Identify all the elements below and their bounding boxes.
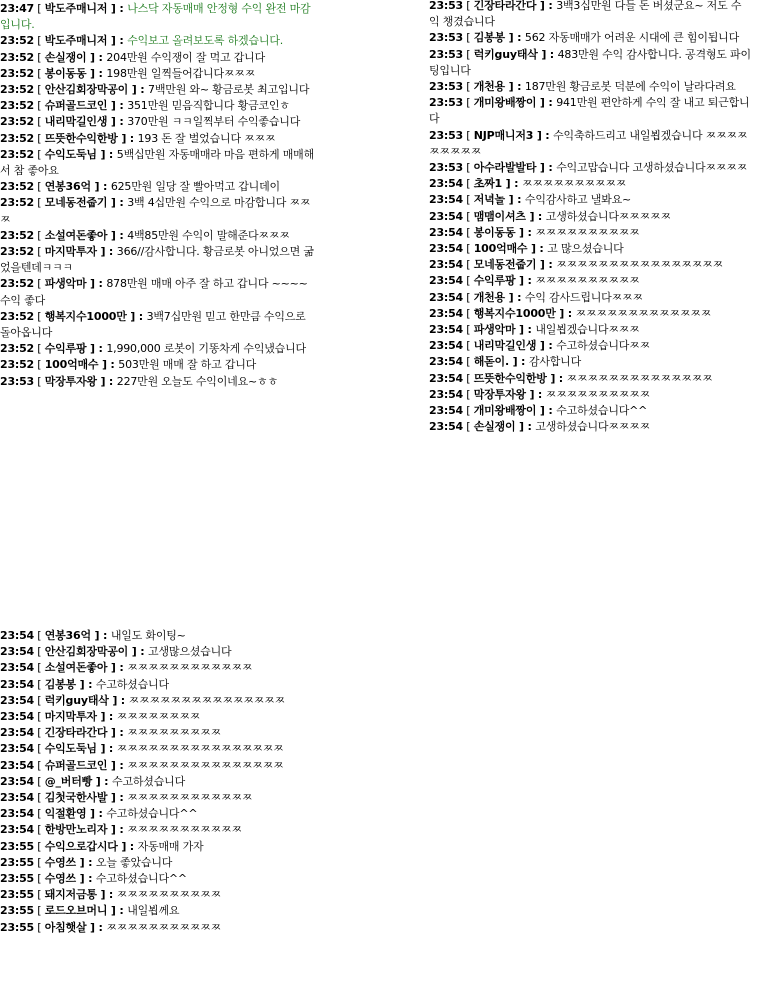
message-timestamp: 23:53: [429, 128, 464, 142]
chat-message: 23:52 [ 100억매수 ] : 503만원 매매 잘 하고 갑니다: [0, 358, 257, 372]
message-text: 3백 4십만원 수익으로 마감합니다 ㅉㅉㅉ: [0, 196, 311, 226]
message-timestamp: 23:52: [0, 147, 35, 161]
chat-message: 23:52 [ 박도주매니저 ] : 수익보고 올려보도록 하겠습니다.: [0, 34, 284, 48]
chat-message: 23:52 [ 모네동전줍기 ] : 3백 4십만원 수익으로 마감합니다 ㅉㅉㅉ: [0, 196, 311, 226]
message-text: 고생많으셨습니다: [148, 645, 232, 659]
message-timestamp: 23:54: [0, 629, 35, 642]
message-timestamp: 23:54: [429, 306, 464, 320]
message-nickname: 모네동전줍기: [44, 196, 108, 210]
message-text: 수고하셨습니다^^: [106, 807, 198, 821]
message-text: ㅉㅉㅉㅉㅉㅉㅉㅉㅉㅉ: [535, 274, 640, 288]
message-timestamp: 23:54: [0, 677, 35, 691]
message-text: 고생하셨습니다ㅉㅉㅉㅉ: [535, 420, 651, 434]
message-nickname: 김봉봉: [473, 31, 505, 45]
chat-message: 23:54 [ 파생악마 ] : 내일뵙겠습니다ㅉㅉㅉ: [429, 323, 640, 337]
message-text: 187만원 황금로봇 덕분에 수익이 날라다려요: [524, 80, 736, 94]
message-text: ㅉㅉㅉㅉㅉㅉㅉㅉㅉㅉ: [545, 387, 651, 401]
message-text: ㅉㅉㅉㅉㅉㅉㅉㅉㅉㅉㅉㅉㅉ: [575, 306, 712, 320]
message-text: ㅉㅉㅉㅉㅉㅉㅉㅉㅉㅉ: [521, 177, 627, 191]
message-timestamp: 23:52: [0, 309, 35, 323]
message-timestamp: 23:53: [429, 80, 464, 94]
message-text: 503만원 매매 잘 하고 갑니다: [118, 358, 257, 372]
message-timestamp: 23:53: [0, 374, 35, 388]
message-nickname: 내리막길인생: [44, 115, 108, 129]
message-text: 수고하셨습니다^^: [95, 872, 187, 886]
chat-message: 23:54 [ 맴맴이셔츠 ] : 고생하셨습니다ㅉㅉㅉㅉㅉ: [429, 209, 671, 223]
message-text: 370만원 ㅋㅋ일찍부터 수익좋습니다: [127, 115, 301, 129]
message-nickname: 손실쟁이: [44, 50, 87, 64]
message-text: 198만원 일찍들어갑니다ㅉㅉㅉ: [106, 66, 256, 80]
message-nickname: 수익루팡: [473, 274, 516, 288]
chat-message: 23:54 [ 내리막길인생 ] : 수고하셨습니다ㅉㅉ: [429, 339, 651, 353]
message-nickname: 마지막투자: [44, 245, 97, 259]
message-timestamp: 23:53: [429, 161, 464, 175]
message-timestamp: 23:53: [429, 31, 464, 45]
chat-message: 23:52 [ 내리막길인생 ] : 370만원 ㅋㅋ일찍부터 수익좋습니다: [0, 115, 301, 129]
message-nickname: 행복지수1000만: [473, 306, 556, 320]
message-timestamp: 23:54: [429, 339, 464, 353]
message-timestamp: 23:52: [0, 196, 35, 210]
message-text: 351만원 믿음직합니다 황금코인ㅎ: [127, 99, 290, 113]
chat-message: 23:53 [ 막장투자왕 ] : 227만원 오늘도 수익이네요~ㅎㅎ: [0, 374, 278, 388]
message-timestamp: 23:55: [0, 888, 35, 902]
message-text: 941만원 편안하게 수익 잘 내고 퇴근합니다: [429, 96, 750, 126]
chat-message: 23:53 [ NJP매니저3 ] : 수익축하드리고 내일뵙겠습니다 ㅉㅉㅉㅉㅉㅉㅉㅉㅉ: [429, 128, 748, 158]
message-nickname: 박도주매니저: [44, 34, 108, 48]
chat-message: 23:52 [ 수익도둑님 ] : 5백십만원 자동매매라 마음 편하게 매매해서 참 좋아요: [0, 147, 314, 178]
message-timestamp: 23:52: [0, 99, 35, 113]
message-text: 562 자동매매가 어려운 시대에 큰 힘이됩니다: [524, 31, 740, 45]
message-nickname: 저녁놀: [473, 193, 505, 207]
chat-message: 23:52 [ 마지막투자 ] : 366//감사합니다. 황금로봇 아니었으면 굶었을텐데ㅋㅋㅋ: [0, 245, 314, 275]
message-nickname: 긴장타라간다: [473, 0, 537, 12]
chat-message: 23:52 [ 봉이동동 ] : 198만원 일찍들어갑니다ㅉㅉㅉ: [0, 66, 256, 80]
chat-message: 23:54 [ 저녁놀 ] : 수익감사하고 낼봐요~: [429, 193, 632, 207]
message-nickname: 해돋이.: [473, 355, 509, 369]
message-nickname: 김첫국한사발: [44, 791, 108, 805]
message-timestamp: 23:54: [429, 242, 464, 256]
message-text: ㅉㅉㅉㅉㅉㅉㅉㅉㅉ: [127, 726, 222, 740]
message-timestamp: 23:54: [429, 225, 464, 239]
message-nickname: 익절환영: [44, 807, 87, 821]
chat-message: 23:54 [ 뜨뜻한수익한방 ] : ㅉㅉㅉㅉㅉㅉㅉㅉㅉㅉㅉㅉㅉㅉ: [429, 371, 713, 385]
chat-message: 23:55 [ 수영쓰 ] : 오늘 좋았습니다: [0, 855, 173, 869]
message-nickname: 수익루팡: [44, 342, 87, 356]
chat-message: 23:52 [ 손실쟁이 ] : 204만원 수익쟁이 잘 먹고 갑니다: [0, 50, 266, 64]
message-nickname: 행복지수1000만: [44, 309, 127, 323]
message-nickname: 개미왕배짱이: [473, 96, 537, 110]
chat-message: 23:54 [ 100억매수 ] : 고 많으셨습니다: [429, 242, 624, 256]
message-nickname: 파생악마: [44, 277, 87, 291]
chat-message: 23:52 [ 소설여돈좋아 ] : 4백85만원 수익이 말해준다ㅉㅉㅉ: [0, 228, 290, 242]
message-nickname: 100억매수: [473, 242, 528, 256]
message-text: ㅉㅉㅉㅉㅉㅉㅉㅉㅉㅉ: [535, 225, 640, 239]
message-timestamp: 23:47: [0, 2, 35, 15]
message-timestamp: 23:52: [0, 115, 35, 129]
chat-message: 23:54 [ 개미왕배짱이 ] : 수고하셨습니다^^: [429, 404, 648, 418]
chat-log-column-bottom: [0, 628, 318, 936]
chat-message: 23:54 [ 한방만노리자 ] : ㅉㅉㅉㅉㅉㅉㅉㅉㅉㅉㅉ: [0, 823, 242, 837]
chat-message: 23:54 [ 개천용 ] : 수익 감사드립니다ㅉㅉㅉ: [429, 290, 643, 304]
message-timestamp: 23:52: [0, 50, 35, 64]
message-text: 227만원 오늘도 수익이네요~ㅎㅎ: [116, 374, 278, 388]
message-nickname: 아수라발발타: [473, 161, 537, 175]
message-timestamp: 23:53: [429, 0, 464, 12]
message-nickname: 슈퍼골드코인: [44, 758, 108, 772]
chat-message: 23:54 [ 익절환영 ] : 수고하셨습니다^^: [0, 807, 198, 821]
message-text: 수고하셨습니다: [112, 774, 185, 788]
message-text: 수익 감사드립니다ㅉㅉㅉ: [524, 290, 643, 304]
chat-message: 23:52 [ 슈퍼골드코인 ] : 351만원 믿음직합니다 황금코인ㅎ: [0, 99, 290, 113]
chat-message: 23:54 [ 봉이동동 ] : ㅉㅉㅉㅉㅉㅉㅉㅉㅉㅉ: [429, 225, 640, 239]
message-text: ㅉㅉㅉㅉㅉㅉㅉㅉㅉㅉㅉ: [127, 823, 242, 837]
chat-message: 23:54 [ 럭키guy태삭 ] : ㅉㅉㅉㅉㅉㅉㅉㅉㅉㅉㅉㅉㅉㅉㅉ: [0, 693, 285, 707]
message-timestamp: 23:54: [429, 371, 464, 385]
message-timestamp: 23:55: [0, 872, 35, 886]
message-nickname: 초짜1: [473, 177, 503, 191]
message-nickname: 슈퍼골드코인: [44, 99, 108, 113]
message-text: 수고하셨습니다ㅉㅉ: [556, 339, 651, 353]
message-text: 878만원 매매 아주 잘 하고 갑니다 ~~~~ 수익 좋다: [0, 277, 308, 307]
message-nickname: 소설여돈좋아: [44, 228, 108, 242]
message-text: 고생하셨습니다ㅉㅉㅉㅉㅉ: [545, 209, 671, 223]
chat-message: 23:54 [ 김첫국한사발 ] : ㅉㅉㅉㅉㅉㅉㅉㅉㅉㅉㅉㅉ: [0, 791, 253, 805]
message-text: 수익고맙습니다 고생하셨습니다ㅉㅉㅉㅉ: [556, 161, 748, 175]
message-nickname: 안산김회장막공이: [44, 645, 129, 659]
message-timestamp: 23:54: [0, 726, 35, 740]
message-timestamp: 23:54: [429, 404, 464, 418]
message-nickname: @_버터빵: [44, 774, 93, 788]
message-nickname: 연봉36억: [44, 180, 91, 194]
message-timestamp: 23:52: [0, 228, 35, 242]
message-nickname: 아침햇살: [44, 920, 87, 934]
message-nickname: 개천용: [473, 80, 505, 94]
message-text: 3백3십만원 다들 돈 버셨군요~ 저도 수익 챙겼습니다: [429, 0, 742, 29]
chat-message: 23:52 [ 뜨뜻한수익한방 ] : 193 돈 잘 벌었습니다 ㅉㅉㅉ: [0, 131, 276, 145]
message-nickname: NJP매니저3: [473, 128, 534, 142]
chat-message: 23:52 [ 파생악마 ] : 878만원 매매 아주 잘 하고 갑니다 ~~~~ 수익 좋다: [0, 277, 308, 307]
message-text: ㅉㅉㅉㅉㅉㅉㅉㅉㅉㅉㅉㅉㅉㅉㅉ: [128, 693, 285, 707]
message-text: 7백만원 와~ 황금로봇 최고입니다: [148, 83, 310, 97]
chat-message: 23:52 [ 안산김회장막공이 ] : 7백만원 와~ 황금로봇 최고입니다: [0, 83, 310, 97]
message-timestamp: 23:52: [0, 180, 35, 194]
message-text: 193 돈 잘 벌었습니다 ㅉㅉㅉ: [137, 131, 276, 145]
message-nickname: 막장투자왕: [473, 387, 526, 401]
message-timestamp: 23:52: [0, 66, 35, 80]
message-timestamp: 23:54: [429, 258, 464, 272]
message-nickname: 수익도둑님: [44, 742, 97, 756]
message-timestamp: 23:54: [429, 193, 464, 207]
message-nickname: 봉이동동: [473, 225, 516, 239]
message-text: 수고하셨습니다^^: [556, 404, 648, 418]
chat-message: 23:52 [ 행복지수1000만 ] : 3백7십만원 믿고 한만큼 수익으로 돌아옵니다: [0, 309, 306, 340]
message-text: 수익감사하고 낼봐요~: [524, 193, 632, 207]
message-text: 4백85만원 수익이 말해준다ㅉㅉㅉ: [127, 228, 290, 242]
chat-message: 23:54 [ 연봉36억 ] : 내일도 화이팅~: [0, 629, 186, 642]
message-nickname: 파생악마: [473, 323, 516, 337]
message-text: 고 많으셨습니다: [547, 242, 624, 256]
chat-message: 23:52 [ 연봉36억 ] : 625만원 일당 잘 빨아먹고 갑니데이: [0, 180, 280, 194]
message-timestamp: 23:54: [429, 177, 464, 191]
chat-message: 23:53 [ 김봉봉 ] : 562 자동매매가 어려운 시대에 큰 힘이됩니다: [429, 31, 740, 45]
message-text: ㅉㅉㅉㅉㅉㅉㅉㅉㅉㅉㅉㅉㅉㅉㅉㅉ: [556, 258, 724, 272]
message-nickname: 뜨뜻한수익한방: [44, 131, 118, 145]
chat-message: 23:54 [ 손실쟁이 ] : 고생하셨습니다ㅉㅉㅉㅉ: [429, 420, 651, 434]
message-nickname: 한방만노리자: [44, 823, 108, 837]
message-timestamp: 23:52: [0, 83, 35, 97]
message-timestamp: 23:54: [0, 774, 35, 788]
chat-message: 23:54 [ 수익루팡 ] : ㅉㅉㅉㅉㅉㅉㅉㅉㅉㅉ: [429, 274, 640, 288]
message-timestamp: 23:54: [0, 710, 35, 724]
message-text: 204만원 수익쟁이 잘 먹고 갑니다: [106, 50, 266, 64]
message-text: 1,990,000 로봇이 기똥차게 수익냈습니다: [106, 342, 306, 356]
message-text: ㅉㅉㅉㅉㅉㅉㅉㅉㅉㅉㅉㅉ: [127, 791, 253, 805]
message-nickname: 봉이동동: [44, 66, 87, 80]
chat-message: 23:53 [ 개미왕배짱이 ] : 941만원 편안하게 수익 잘 내고 퇴근합니다: [429, 96, 750, 126]
message-nickname: 수익도둑님: [44, 147, 97, 161]
message-text: 감사합니다: [528, 355, 582, 369]
message-text: ㅉㅉㅉㅉㅉㅉㅉㅉㅉㅉㅉㅉㅉㅉ: [566, 371, 713, 385]
chat-message: 23:54 [ 수익도둑님 ] : ㅉㅉㅉㅉㅉㅉㅉㅉㅉㅉㅉㅉㅉㅉㅉㅉ: [0, 742, 284, 756]
message-nickname: 내리막길인생: [473, 339, 537, 353]
message-nickname: 개미왕배짱이: [473, 404, 537, 418]
message-timestamp: 23:54: [0, 661, 35, 675]
message-text: 483만원 수익 감사합니다. 공격형도 파이팅입니다: [429, 47, 751, 77]
message-timestamp: 23:54: [429, 355, 464, 369]
message-nickname: 맴맴이셔츠: [473, 209, 526, 223]
message-text: 수고하셨습니다: [95, 677, 169, 691]
message-nickname: 수영쓰: [44, 872, 76, 886]
chat-message: 23:54 [ 모네동전줍기 ] : ㅉㅉㅉㅉㅉㅉㅉㅉㅉㅉㅉㅉㅉㅉㅉㅉ: [429, 258, 724, 272]
message-text: ㅉㅉㅉㅉㅉㅉㅉㅉㅉㅉㅉㅉㅉㅉㅉ: [127, 758, 284, 772]
chat-message: 23:55 [ 수영쓰 ] : 수고하셨습니다^^: [0, 872, 187, 886]
chat-message: 23:54 [ 안산김회장막공이 ] : 고생많으셨습니다: [0, 645, 232, 659]
message-text: ㅉㅉㅉㅉㅉㅉㅉㅉㅉㅉ: [116, 888, 222, 902]
chat-message: 23:52 [ 수익루팡 ] : 1,990,000 로봇이 기똥차게 수익냈습니다: [0, 342, 306, 356]
message-timestamp: 23:53: [429, 47, 464, 61]
message-nickname: 수영쓰: [44, 855, 76, 869]
chat-message: 23:54 [ 긴장타라간다 ] : ㅉㅉㅉㅉㅉㅉㅉㅉㅉ: [0, 726, 222, 740]
message-text: ㅉㅉㅉㅉㅉㅉㅉㅉㅉㅉㅉ: [106, 920, 222, 934]
message-text: 나스닥 자동매매 안정형 수익 완전 마감입니다.: [0, 2, 311, 32]
message-nickname: 마지막투자: [44, 710, 97, 724]
message-timestamp: 23:55: [0, 920, 35, 934]
message-nickname: 개천용: [473, 290, 505, 304]
message-timestamp: 23:53: [429, 96, 464, 110]
message-timestamp: 23:52: [0, 342, 35, 356]
message-text: 3백7십만원 믿고 한만큼 수익으로 돌아옵니다: [0, 309, 306, 340]
chat-message: 23:55 [ 로드오브머니 ] : 내일뵙께요: [0, 904, 180, 918]
message-nickname: 막장투자왕: [44, 374, 97, 388]
chat-message: 23:54 [ 마지막투자 ] : ㅉㅉㅉㅉㅉㅉㅉㅉ: [0, 710, 201, 724]
chat-message: 23:54 [ 소설여돈좋아 ] : ㅉㅉㅉㅉㅉㅉㅉㅉㅉㅉㅉㅉ: [0, 661, 253, 675]
message-timestamp: 23:54: [429, 420, 464, 434]
chat-log-column-left: [0, 1, 318, 390]
message-timestamp: 23:54: [0, 758, 35, 772]
message-text: 5백십만원 자동매매라 마음 편하게 매매해서 참 좋아요: [0, 147, 314, 178]
message-nickname: 뜨뜻한수익한방: [473, 371, 547, 385]
message-text: 내일도 화이팅~: [110, 629, 186, 642]
message-timestamp: 23:54: [429, 274, 464, 288]
chat-log-column-right: [429, 0, 751, 435]
chat-message: 23:53 [ 개천용 ] : 187만원 황금로봇 덕분에 수익이 날라다려요: [429, 80, 736, 94]
message-text: 내일뵙께요: [127, 904, 180, 918]
message-text: 수익축하드리고 내일뵙겠습니다 ㅉㅉㅉㅉㅉㅉㅉㅉㅉ: [429, 128, 748, 158]
message-text: 수익보고 올려보도록 하겠습니다.: [127, 34, 284, 48]
message-nickname: 연봉36억: [44, 629, 91, 642]
message-nickname: 박도주매니저: [44, 2, 108, 15]
message-timestamp: 23:54: [0, 823, 35, 837]
chat-message: 23:55 [ 수익으로갑시다 ] : 자동매매 가자: [0, 839, 204, 853]
message-text: 자동매매 가자: [137, 839, 204, 853]
chat-message: 23:54 [ @_버터빵 ] : 수고하셨습니다: [0, 774, 185, 788]
chat-message: 23:53 [ 긴장타라간다 ] : 3백3십만원 다들 돈 버셨군요~ 저도 수익 챙겼습니다: [429, 0, 742, 29]
message-nickname: 모네동전줍기: [473, 258, 537, 272]
message-timestamp: 23:54: [429, 323, 464, 337]
message-timestamp: 23:54: [0, 693, 35, 707]
message-timestamp: 23:54: [429, 209, 464, 223]
chat-message: 23:55 [ 돼지저금통 ] : ㅉㅉㅉㅉㅉㅉㅉㅉㅉㅉ: [0, 888, 222, 902]
message-text: ㅉㅉㅉㅉㅉㅉㅉㅉㅉㅉㅉㅉㅉㅉㅉㅉ: [116, 742, 284, 756]
message-nickname: 럭키guy태삭: [473, 47, 538, 61]
message-timestamp: 23:52: [0, 358, 35, 372]
message-nickname: 손실쟁이: [473, 420, 516, 434]
message-timestamp: 23:54: [429, 290, 464, 304]
message-nickname: 안산김회장막공이: [44, 83, 129, 97]
chat-message: 23:54 [ 막장투자왕 ] : ㅉㅉㅉㅉㅉㅉㅉㅉㅉㅉ: [429, 387, 651, 401]
message-nickname: 수익으로갑시다: [44, 839, 118, 853]
chat-message: 23:54 [ 해돋이. ] : 감사합니다: [429, 355, 582, 369]
message-timestamp: 23:52: [0, 277, 35, 291]
message-text: 오늘 좋았습니다: [95, 855, 173, 869]
chat-message: 23:47 [ 박도주매니저 ] : 나스닥 자동매매 안정형 수익 완전 마감입니다.: [0, 2, 311, 32]
message-timestamp: 23:55: [0, 839, 35, 853]
message-timestamp: 23:54: [0, 645, 35, 659]
message-timestamp: 23:52: [0, 34, 35, 48]
message-nickname: 김봉봉: [44, 677, 76, 691]
chat-message: 23:54 [ 슈퍼골드코인 ] : ㅉㅉㅉㅉㅉㅉㅉㅉㅉㅉㅉㅉㅉㅉㅉ: [0, 758, 284, 772]
message-timestamp: 23:52: [0, 131, 35, 145]
message-nickname: 소설여돈좋아: [44, 661, 108, 675]
message-nickname: 럭키guy태삭: [44, 693, 109, 707]
message-timestamp: 23:54: [0, 791, 35, 805]
message-text: ㅉㅉㅉㅉㅉㅉㅉㅉ: [116, 710, 201, 724]
message-timestamp: 23:54: [0, 807, 35, 821]
message-text: 625만원 일당 잘 빨아먹고 갑니데이: [110, 180, 280, 194]
message-nickname: 로드오브머니: [44, 904, 108, 918]
message-timestamp: 23:54: [429, 387, 464, 401]
chat-message: 23:55 [ 아침햇살 ] : ㅉㅉㅉㅉㅉㅉㅉㅉㅉㅉㅉ: [0, 920, 222, 934]
chat-message: 23:54 [ 김봉봉 ] : 수고하셨습니다: [0, 677, 169, 691]
message-nickname: 긴장타라간다: [44, 726, 108, 740]
chat-message: 23:53 [ 럭키guy태삭 ] : 483만원 수익 감사합니다. 공격형도 파이팅입니다: [429, 47, 751, 77]
chat-message: 23:54 [ 초짜1 ] : ㅉㅉㅉㅉㅉㅉㅉㅉㅉㅉ: [429, 177, 627, 191]
message-nickname: 돼지저금통: [44, 888, 97, 902]
message-timestamp: 23:55: [0, 904, 35, 918]
chat-message: 23:54 [ 행복지수1000만 ] : ㅉㅉㅉㅉㅉㅉㅉㅉㅉㅉㅉㅉㅉ: [429, 306, 712, 320]
message-nickname: 100억매수: [44, 358, 99, 372]
message-text: ㅉㅉㅉㅉㅉㅉㅉㅉㅉㅉㅉㅉ: [127, 661, 253, 675]
message-text: 366//감사합니다. 황금로봇 아니었으면 굶었을텐데ㅋㅋㅋ: [0, 245, 314, 275]
chat-message: 23:53 [ 아수라발발타 ] : 수익고맙습니다 고생하셨습니다ㅉㅉㅉㅉ: [429, 161, 748, 175]
message-timestamp: 23:55: [0, 855, 35, 869]
message-timestamp: 23:52: [0, 245, 35, 259]
message-text: 내일뵙겠습니다ㅉㅉㅉ: [535, 323, 640, 337]
message-timestamp: 23:54: [0, 742, 35, 756]
